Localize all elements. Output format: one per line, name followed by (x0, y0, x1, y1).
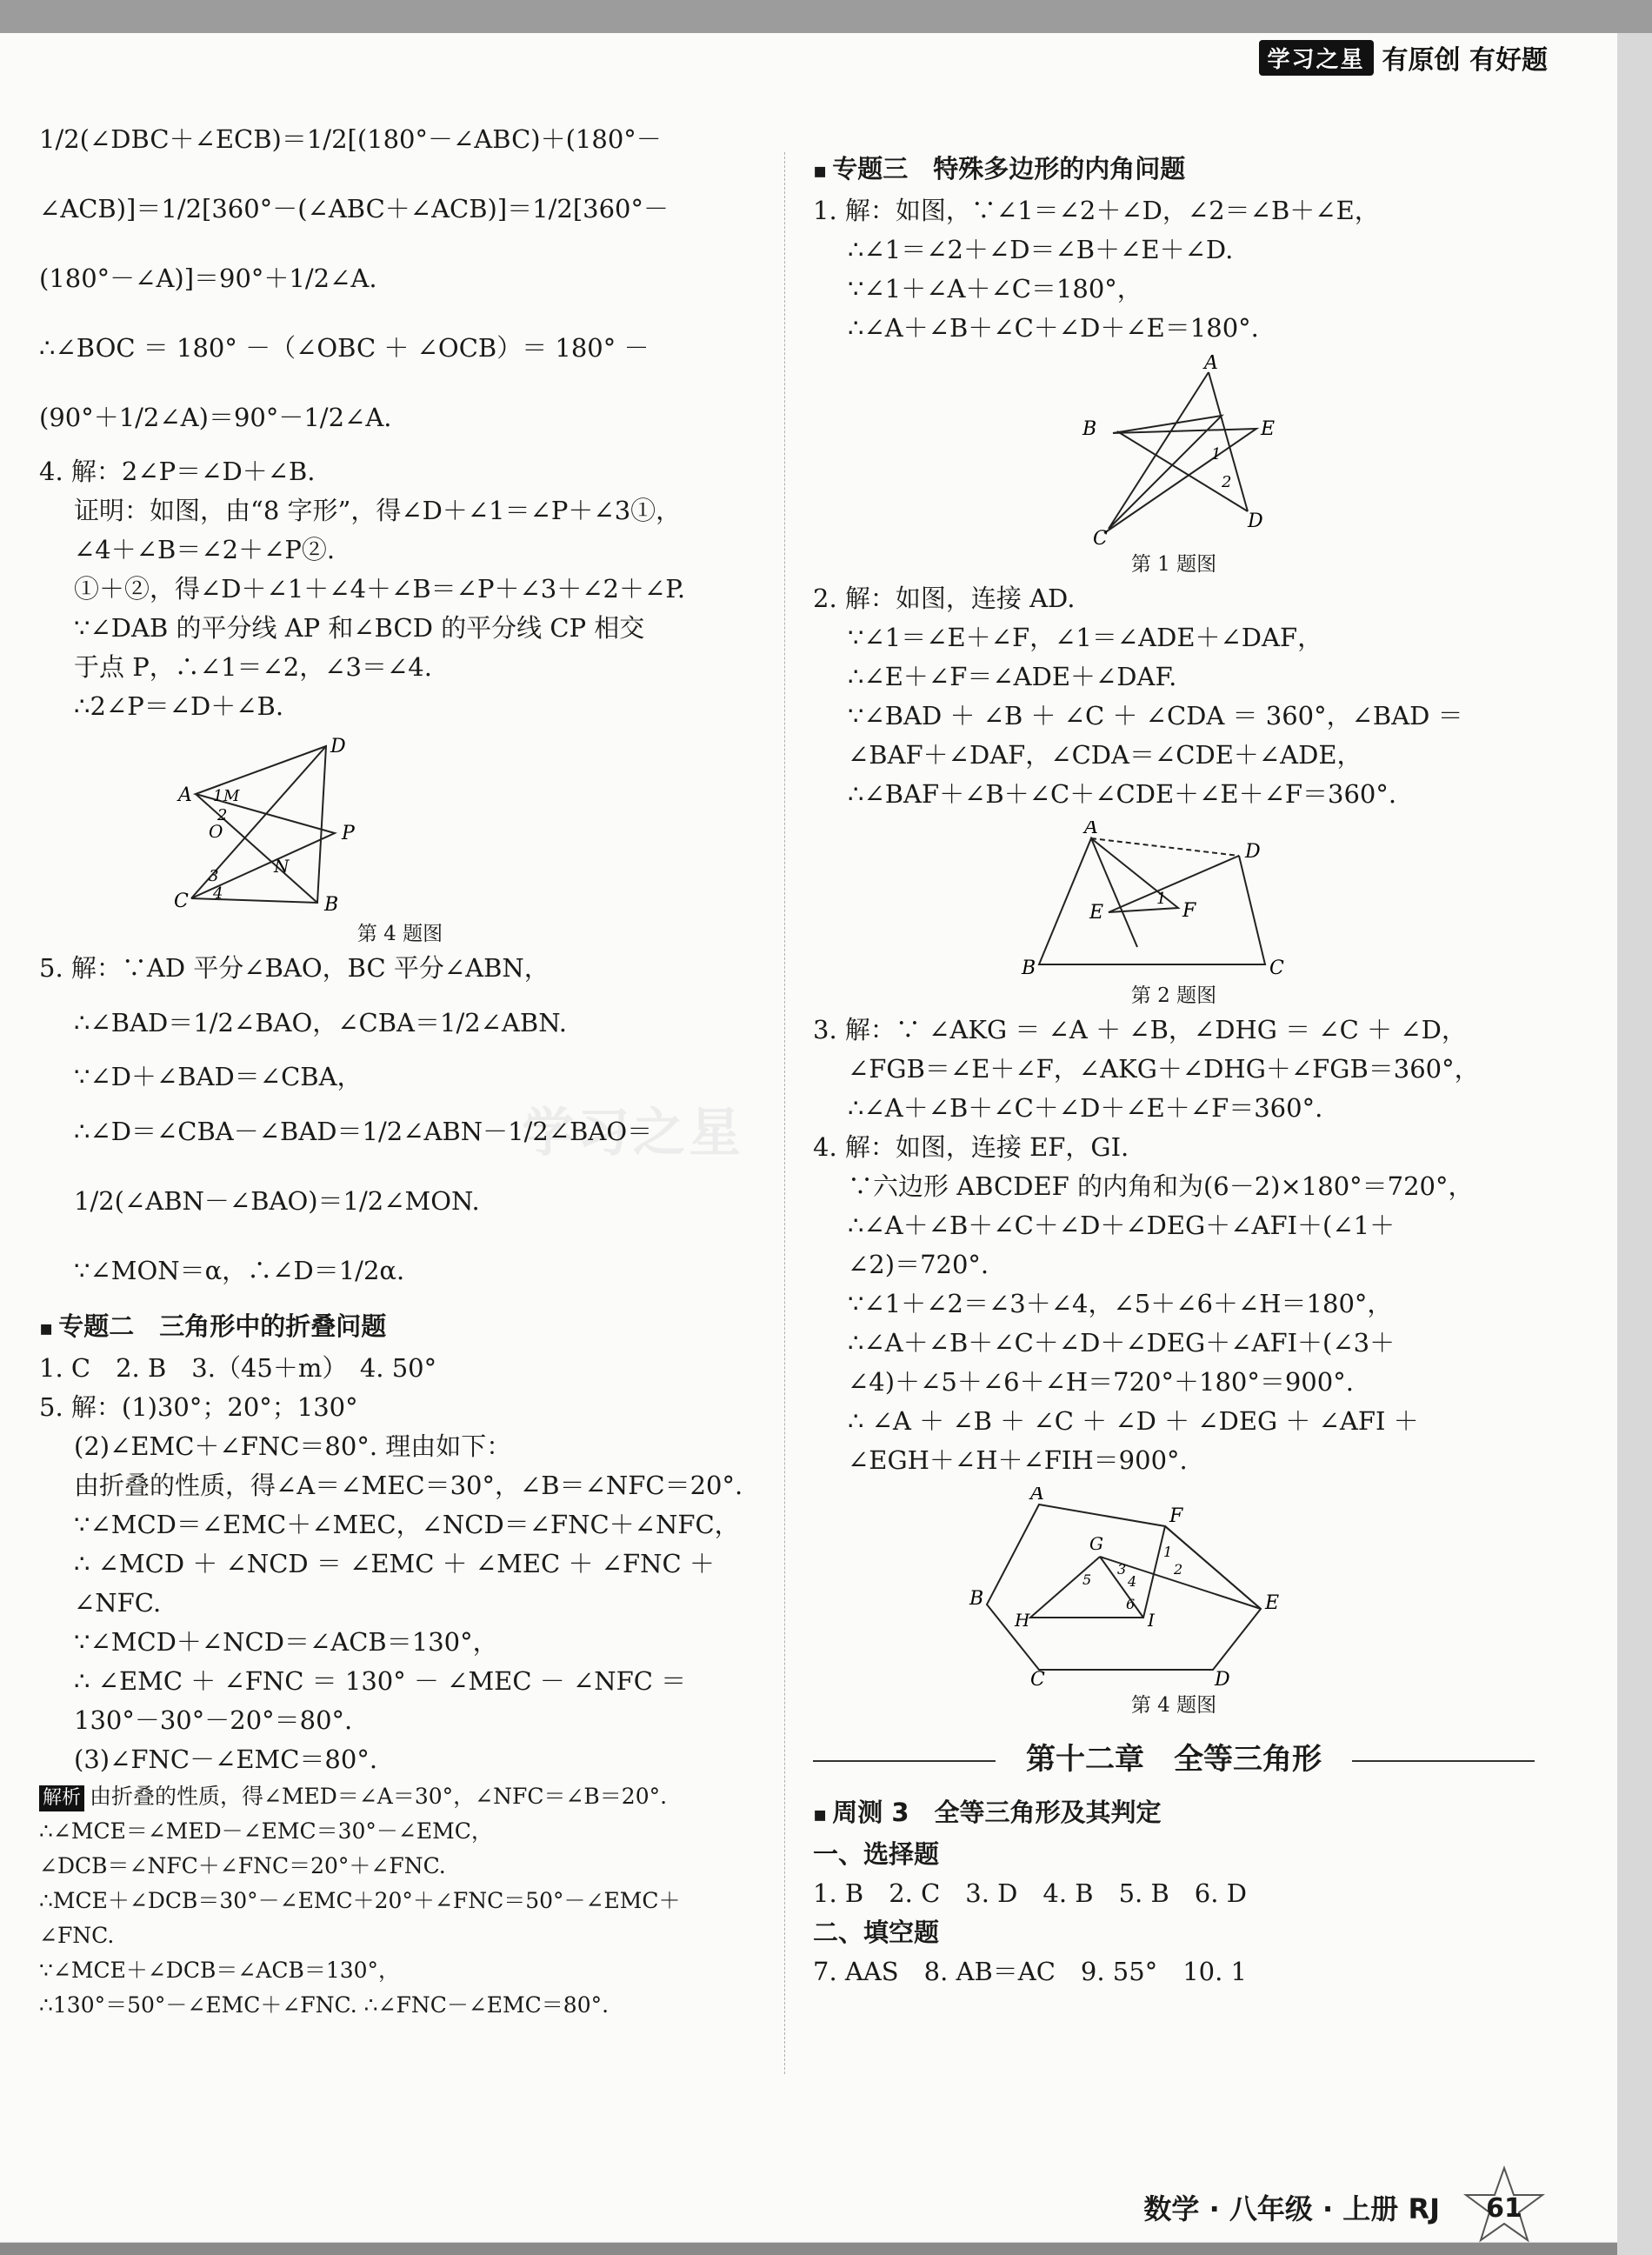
fig-label: 1 (1163, 1544, 1173, 1560)
text-line: (90°＋1/2∠A)＝90°－1/2∠A. (39, 403, 392, 432)
brand-header (1259, 38, 1548, 77)
fig-label: H (1015, 1610, 1030, 1631)
text-line: 2. 解：如图，连接 AD. (813, 584, 1076, 613)
text-line: ∵六边形 ABCDEF 的内角和为(6－2)×180°＝720°， (848, 1171, 1474, 1201)
right-column (813, 148, 1535, 1991)
text-line: ∴∠A＋∠B＋∠C＋∠D＋∠DEG＋∠AFI＋(∠3＋ (848, 1328, 1396, 1358)
fig-label: D (1245, 841, 1261, 863)
fig-label: C (174, 891, 189, 912)
fig-label: B (1022, 957, 1036, 977)
figure-caption: 第 2 题图 (1130, 984, 1217, 1007)
figure-right-q4-svg (813, 1487, 1535, 1687)
text-line: ∴ ∠MCD ＋ ∠NCD ＝ ∠EMC ＋ ∠MEC ＋ ∠FNC ＋ (74, 1549, 715, 1578)
brand-slogan: 有原创 有好题 (1382, 45, 1548, 76)
text-line: ∠ACB)]＝1/2[360°－(∠ABC＋∠ACB)]＝1/2[360°－ (39, 194, 669, 223)
figure-caption: 第 4 题图 (1130, 1694, 1217, 1717)
text-line: 由折叠的性质，得∠A＝∠MEC＝30°，∠B＝∠NFC＝20°. (74, 1471, 743, 1500)
figure-caption: 第 1 题图 (1130, 553, 1217, 576)
text-line: ∴∠A＋∠B＋∠C＋∠D＋∠E＋∠F＝360°. (848, 1093, 1323, 1123)
text-line: ∵∠MCD＝∠EMC＋∠MEC，∠NCD＝∠FNC＋∠NFC， (74, 1510, 740, 1539)
analysis-line (39, 1779, 761, 1814)
fig-label: B (969, 1588, 984, 1610)
left-column (39, 104, 761, 2023)
section-2-title: ▪ 专题二 三角形中的折叠问题 (39, 1305, 761, 1349)
figure-right-q2 (813, 821, 1535, 977)
fig-label: 1 (1211, 445, 1222, 464)
fig-label: M (223, 787, 240, 805)
analysis-tag: 解析 (39, 1785, 84, 1811)
text-line: 130°－30°－20°＝80°. (74, 1705, 353, 1735)
fig-label: 1 (1156, 890, 1167, 908)
fig-label: 4 (1128, 1573, 1137, 1590)
weekly-test-title: ▪ 周测 3 全等三角形及其判定 (813, 1791, 1535, 1835)
text-line: ∴∠BAD＝1/2∠BAO，∠CBA＝1/2∠ABN. (74, 1008, 567, 1037)
analysis-line: ∠FNC. (39, 1923, 115, 1948)
fig-label: A (178, 784, 192, 806)
text-line: ∵∠1＋∠A＋∠C＝180°， (848, 274, 1142, 304)
figure-left-q4-svg (39, 733, 761, 916)
question-5-title: 5. 解：∵AD 平分∠BAO，BC 平分∠ABN， (39, 953, 550, 983)
fig-label: 5 (1082, 1571, 1092, 1588)
fig-label: D (330, 736, 346, 757)
brand-logo: 学习之星 (1259, 40, 1374, 76)
page-number: 61 (1486, 2193, 1522, 2224)
fig-label: 2 (217, 806, 228, 824)
figure-caption: 第 4 题图 (356, 923, 443, 945)
fig-label: 3 (1117, 1561, 1127, 1578)
text-line: 5. 解：(1)30°；20°；130° (39, 1392, 358, 1422)
text-line: ∴2∠P＝∠D＋∠B. (74, 691, 284, 721)
text-line: ①＋②，得∠D＋∠1＋∠4＋∠B＝∠P＋∠3＋∠2＋∠P. (74, 574, 686, 604)
fig-label: E (1089, 902, 1104, 924)
fig-label: F (1182, 900, 1196, 922)
figure-right-q2-svg (813, 821, 1535, 977)
fig-label: A (1204, 355, 1218, 374)
text-line: 3. 解：∵ ∠AKG ＝ ∠A ＋ ∠B，∠DHG ＝ ∠C ＋ ∠D， (813, 1015, 1467, 1044)
footer-subject: 数学 · 八年级 · 上册 RJ (1143, 2192, 1440, 2225)
text-line: 1. 解：如图，∵∠1＝∠2＋∠D，∠2＝∠B＋∠E， (813, 196, 1380, 225)
analysis-line: ∵∠MCE＋∠DCB＝∠ACB＝130°， (39, 1958, 401, 1983)
text-line: ∵∠1＋∠2＝∠3＋∠4，∠5＋∠6＋∠H＝180°， (848, 1289, 1393, 1318)
part-2-title: 二、填空题 (813, 1918, 940, 1947)
chapter-title: 第十二章 全等三角形 (1026, 1742, 1322, 1777)
analysis-line: ∴MCE＋∠DCB＝30°－∠EMC＋20°＋∠FNC＝50°－∠EMC＋ (39, 1888, 681, 1913)
fig-label: 6 (1126, 1596, 1136, 1612)
text-line: ∠NFC. (74, 1588, 162, 1618)
fig-label: C (1269, 957, 1284, 977)
analysis-text: 由折叠的性质，得∠MED＝∠A＝30°，∠NFC＝∠B＝20°. (90, 1784, 668, 1809)
column-divider (784, 152, 785, 2074)
text-line: ∴∠A＋∠B＋∠C＋∠D＋∠E＝180°. (848, 313, 1259, 343)
fig-label: I (1148, 1610, 1155, 1631)
fig-label: C (1030, 1669, 1045, 1687)
text-line: ∠FGB＝∠E＋∠F，∠AKG＋∠DHG＋∠FGB＝360°， (848, 1054, 1480, 1084)
fig-label: O (209, 821, 223, 842)
fig-label: P (342, 823, 355, 844)
text-line: ∵∠1＝∠E＋∠F，∠1＝∠ADE＋∠DAF， (848, 623, 1323, 652)
text-line: ∠BAF＋∠DAF，∠CDA＝∠CDE＋∠ADE， (848, 740, 1362, 770)
text-line: ∵∠D＋∠BAD＝∠CBA， (74, 1062, 363, 1091)
answer-line: 7. AAS 8. AB＝AC 9. 55° 10. 1 (813, 1957, 1247, 1986)
text-line: ∴∠1＝∠2＋∠D＝∠B＋∠E＋∠D. (848, 235, 1234, 264)
fig-label: 3 (209, 867, 219, 885)
fig-label: 2 (1222, 473, 1232, 491)
text-line: 于点 P，∴∠1＝∠2，∠3＝∠4. (74, 652, 432, 682)
fig-label: B (324, 894, 339, 916)
text-line: ∴∠A＋∠B＋∠C＋∠D＋∠DEG＋∠AFI＋(∠1＋ (848, 1211, 1396, 1240)
figure-right-q1 (813, 355, 1535, 546)
text-line: (180°－∠A)]＝90°＋1/2∠A. (39, 264, 377, 293)
text-line: 证明：如图，由“8 字形”，得∠D＋∠1＝∠P＋∠3①， (74, 496, 682, 525)
fig-label: 1 (213, 787, 223, 805)
text-line: ∴∠D＝∠CBA－∠BAD＝1/2∠ABN－1/2∠BAO＝ (74, 1117, 653, 1146)
fig-label: 2 (1174, 1561, 1183, 1578)
text-line: ∠4＋∠B＝∠2＋∠P②. (74, 535, 336, 564)
text-line: ∵∠BAD ＋ ∠B ＋ ∠C ＋ ∠CDA ＝ 360°，∠BAD ＝ (848, 701, 1463, 731)
page-number-badge (1461, 2164, 1548, 2251)
figure-right-q1-svg (813, 355, 1535, 546)
text-line: 4. 解：如图，连接 EF，GI. (813, 1132, 1129, 1162)
part-1-title: 一、选择题 (813, 1839, 940, 1869)
fig-label: 4 (213, 884, 223, 903)
answer-line: 1. C 2. B 3.（45＋m） 4. 50° (39, 1353, 437, 1383)
page-footer (1143, 2164, 1548, 2251)
fig-label: E (1265, 1592, 1280, 1614)
text-line: ∵∠MCD＋∠NCD＝∠ACB＝130°， (74, 1627, 498, 1657)
text-line: 1/2(∠DBC＋∠ECB)＝1/2[(180°－∠ABC)＋(180°－ (39, 124, 662, 154)
text-line: ∵∠DAB 的平分线 AP 和∠BCD 的平分线 CP 相交 (74, 613, 645, 643)
figure-left-q4 (39, 733, 761, 916)
question-4-title: 4. 解：2∠P＝∠D＋∠B. (39, 457, 316, 486)
scan-right-border (1617, 33, 1652, 2255)
section-3-title: ▪ 专题三 特殊多边形的内角问题 (813, 148, 1535, 191)
fig-label: D (1248, 510, 1263, 532)
text-line: (2)∠EMC＋∠FNC＝80°. 理由如下： (74, 1431, 512, 1461)
text-line: ∠EGH＋∠H＋∠FIH＝900°. (848, 1445, 1188, 1475)
chapter-heading (813, 1736, 1535, 1783)
text-line: ∴∠E＋∠F＝∠ADE＋∠DAF. (848, 662, 1177, 691)
text-line: ∠2)＝720°. (848, 1250, 989, 1279)
fig-label: C (1093, 528, 1108, 546)
scan-top-border (0, 0, 1652, 33)
fig-label: N (274, 856, 290, 877)
text-line: ∴ ∠A ＋ ∠B ＋ ∠C ＋ ∠D ＋ ∠DEG ＋ ∠AFI ＋ (848, 1406, 1419, 1436)
fig-label: E (1261, 418, 1276, 440)
figure-right-q4 (813, 1487, 1535, 1687)
text-line: ∴∠BOC ＝ 180° －（∠OBC ＋ ∠OCB）＝ 180° － (39, 333, 649, 363)
chapter-rule-right (1352, 1760, 1535, 1762)
fig-label: G (1089, 1533, 1103, 1554)
text-line: ∴ ∠EMC ＋ ∠FNC ＝ 130° － ∠MEC － ∠NFC ＝ (74, 1666, 687, 1696)
fig-label: D (1215, 1669, 1230, 1687)
text-line: 1/2(∠ABN－∠BAO)＝1/2∠MON. (74, 1186, 480, 1216)
answer-line: 1. B 2. C 3. D 4. B 5. B 6. D (813, 1878, 1247, 1908)
text-line: ∠4)＋∠5＋∠6＋∠H＝720°＋180°＝900°. (848, 1367, 1354, 1397)
fig-label: F (1169, 1505, 1183, 1527)
fig-label: A (1030, 1487, 1044, 1504)
analysis-line: ∴130°＝50°－∠EMC＋∠FNC. ∴∠FNC－∠EMC＝80°. (39, 1992, 610, 2018)
analysis-line: ∴∠MCE＝∠MED－∠EMC＝30°－∠EMC， (39, 1818, 493, 1844)
text-line: ∵∠MON＝α，∴∠D＝1/2α. (74, 1256, 405, 1285)
watermark: 学习之星 (522, 1103, 744, 1164)
fig-label: A (1084, 821, 1098, 838)
fig-label: B (1082, 418, 1097, 440)
text-line: (3)∠FNC－∠EMC＝80°. (74, 1745, 378, 1774)
text-line: ∴∠BAF＋∠B＋∠C＋∠CDE＋∠E＋∠F＝360°. (848, 779, 1397, 809)
analysis-line: ∠DCB＝∠NFC＋∠FNC＝20°＋∠FNC. (39, 1853, 446, 1878)
